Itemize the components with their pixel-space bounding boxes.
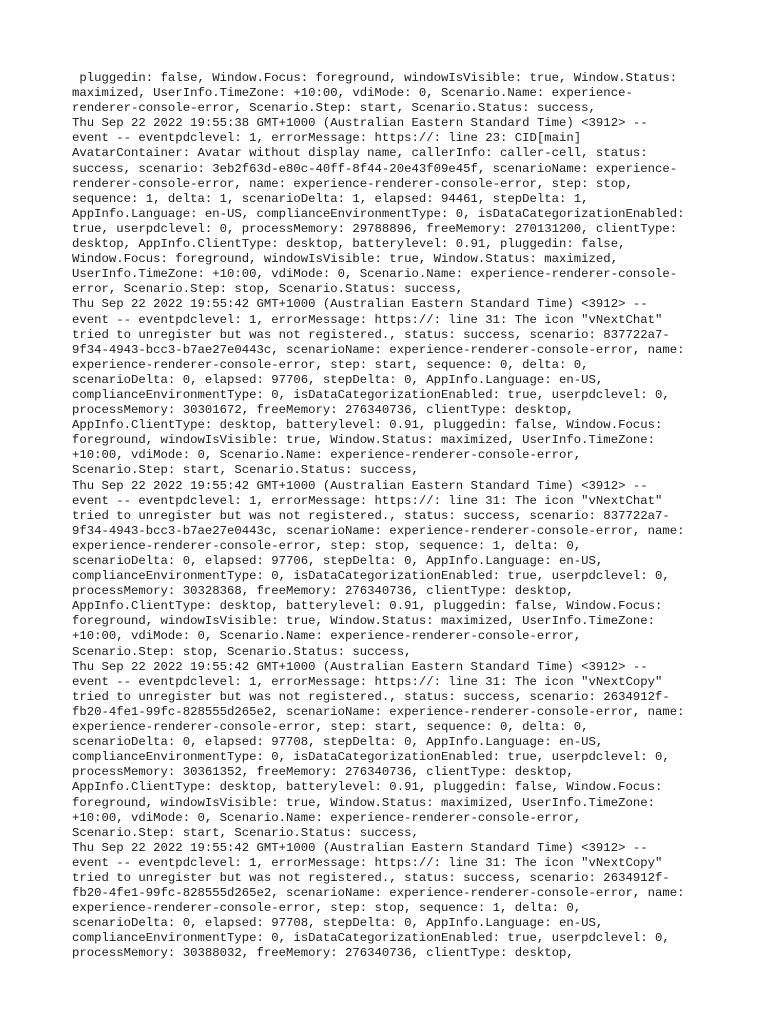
log-line: AvatarContainer: Avatar without display name, callerInfo: caller-cell, status: [72, 146, 648, 161]
log-line: Thu Sep 22 2022 19:55:42 GMT+1000 (Australian Eastern Standard Time) <3912> -- [72, 297, 648, 312]
log-line: Thu Sep 22 2022 19:55:42 GMT+1000 (Australian Eastern Standard Time) <3912> -- [72, 659, 648, 674]
log-line: foreground, windowIsVisible: true, Window.Status: maximized, UserInfo.TimeZone: [72, 614, 655, 629]
log-line: scenarioDelta: 0, elapsed: 97706, stepDelta: 0, AppInfo.Language: en-US, [72, 554, 604, 568]
log-text-block [72, 71, 712, 962]
log-line: success, scenario: 3eb2f63d-e80c-40ff-8f44-20e43f09e45f, scenarioName: experience- [72, 161, 678, 176]
log-line: processMemory: 30361352, freeMemory: 276340736, clientType: desktop, [72, 765, 574, 780]
log-line: renderer-console-error, Scenario.Step: start, Scenario.Status: success, [72, 101, 596, 116]
log-line: 9f34-4943-bcc3-b7ae27e0443c, scenarioName: experience-renderer-console-error, name: [72, 342, 685, 357]
log-line: event -- eventpdclevel: 1, errorMessage: https://: line 23: CID[main] [72, 131, 582, 146]
log-line: maximized, UserInfo.TimeZone: +10:00, vdiMode: 0, Scenario.Name: experience- [72, 86, 633, 101]
log-line: complianceEnvironmentType: 0, isDataCategorizationEnabled: true, userpdclevel: 0, [72, 750, 670, 765]
log-line: Scenario.Step: start, Scenario.Status: success, [72, 463, 419, 478]
log-line: event -- eventpdclevel: 1, errorMessage: https://: line 31: The icon "vNextCopy" [72, 855, 663, 870]
log-line: tried to unregister but was not registered., status: success, scenario: 2634912f- [72, 870, 670, 885]
log-line: event -- eventpdclevel: 1, errorMessage: https://: line 31: The icon "vNextCopy" [72, 674, 663, 689]
log-line: processMemory: 30301672, freeMemory: 276340736, clientType: desktop, [72, 403, 574, 418]
log-line: +10:00, vdiMode: 0, Scenario.Name: experience-renderer-console-error, [72, 448, 582, 463]
log-line: complianceEnvironmentType: 0, isDataCategorizationEnabled: true, userpdclevel: 0, [72, 569, 670, 584]
log-line: Thu Sep 22 2022 19:55:42 GMT+1000 (Australian Eastern Standard Time) <3912> -- [72, 840, 648, 855]
log-line: AppInfo.Language: en-US, complianceEnvironmentType: 0, isDataCategorizationEnabled: [72, 206, 685, 221]
log-line: foreground, windowIsVisible: true, Window.Status: maximized, UserInfo.TimeZone: [72, 795, 655, 810]
log-line: foreground, windowIsVisible: true, Window.Status: maximized, UserInfo.TimeZone: [72, 433, 655, 448]
log-line: scenarioDelta: 0, elapsed: 97708, stepDelta: 0, AppInfo.Language: en-US, [72, 735, 604, 750]
log-line: complianceEnvironmentType: 0, isDataCategorizationEnabled: true, userpdclevel: 0, [72, 387, 670, 402]
log-line: tried to unregister but was not registered., status: success, scenario: 2634912f- [72, 689, 670, 704]
log-line: fb20-4fe1-99fc-828555d265e2, scenarioName: experience-renderer-console-error, name: [72, 704, 685, 719]
log-line: Thu Sep 22 2022 19:55:42 GMT+1000 (Australian Eastern Standard Time) <3912> -- [72, 478, 648, 493]
log-line: error, Scenario.Step: stop, Scenario.Status: success, [72, 282, 464, 297]
log-line: experience-renderer-console-error, step: stop, sequence: 1, delta: 0, [72, 901, 582, 916]
log-line: tried to unregister but was not registered., status: success, scenario: 837722a7- [72, 327, 670, 342]
log-line: experience-renderer-console-error, step: stop, sequence: 1, delta: 0, [72, 538, 582, 553]
log-line: +10:00, vdiMode: 0, Scenario.Name: experience-renderer-console-error, [72, 810, 582, 825]
log-line: true, userpdclevel: 0, processMemory: 29788896, freeMemory: 270131200, clientType: [72, 221, 678, 236]
log-line: AppInfo.ClientType: desktop, batterylevel: 0.91, pluggedin: false, Window.Focus: [72, 599, 663, 614]
log-line: renderer-console-error, name: experience-renderer-console-error, step: stop, [72, 176, 633, 191]
log-line: fb20-4fe1-99fc-828555d265e2, scenarioName: experience-renderer-console-error, name: [72, 886, 685, 901]
log-line: UserInfo.TimeZone: +10:00, vdiMode: 0, Scenario.Name: experience-renderer-console- [72, 267, 678, 282]
log-line: processMemory: 30388032, freeMemory: 276340736, clientType: desktop, [72, 946, 574, 961]
log-line: pluggedin: false, Window.Focus: foreground, windowIsVisible: true, Window.Status: [72, 71, 678, 85]
log-line: 9f34-4943-bcc3-b7ae27e0443c, scenarioName: experience-renderer-console-error, name: [72, 523, 685, 538]
log-line: complianceEnvironmentType: 0, isDataCategorizationEnabled: true, userpdclevel: 0, [72, 931, 670, 946]
log-line: tried to unregister but was not registered., status: success, scenario: 837722a7- [72, 508, 670, 523]
log-line: +10:00, vdiMode: 0, Scenario.Name: experience-renderer-console-error, [72, 629, 582, 644]
log-line: AppInfo.ClientType: desktop, batterylevel: 0.91, pluggedin: false, Window.Focus: [72, 418, 663, 433]
log-line: experience-renderer-console-error, step: start, sequence: 0, delta: 0, [72, 357, 589, 372]
log-line: desktop, AppInfo.ClientType: desktop, batterylevel: 0.91, pluggedin: false, [72, 237, 626, 252]
log-line: Scenario.Step: start, Scenario.Status: success, [72, 825, 419, 840]
log-line: sequence: 1, delta: 1, scenarioDelta: 1, elapsed: 94461, stepDelta: 1, [72, 191, 589, 206]
log-line: Scenario.Step: stop, Scenario.Status: success, [72, 644, 412, 659]
log-line: experience-renderer-console-error, step: start, sequence: 0, delta: 0, [72, 720, 589, 735]
log-line: processMemory: 30328368, freeMemory: 276340736, clientType: desktop, [72, 584, 574, 599]
log-line: scenarioDelta: 0, elapsed: 97706, stepDelta: 0, AppInfo.Language: en-US, [72, 372, 604, 387]
log-line: event -- eventpdclevel: 1, errorMessage: https://: line 31: The icon "vNextChat" [72, 493, 663, 508]
log-line: Thu Sep 22 2022 19:55:38 GMT+1000 (Australian Eastern Standard Time) <3912> -- [72, 116, 648, 131]
log-line: scenarioDelta: 0, elapsed: 97708, stepDelta: 0, AppInfo.Language: en-US, [72, 916, 604, 931]
log-line: AppInfo.ClientType: desktop, batterylevel: 0.91, pluggedin: false, Window.Focus: [72, 780, 663, 795]
log-line: Window.Focus: foreground, windowIsVisible: true, Window.Status: maximized, [72, 252, 619, 267]
log-line: event -- eventpdclevel: 1, errorMessage: https://: line 31: The icon "vNextChat" [72, 312, 663, 327]
